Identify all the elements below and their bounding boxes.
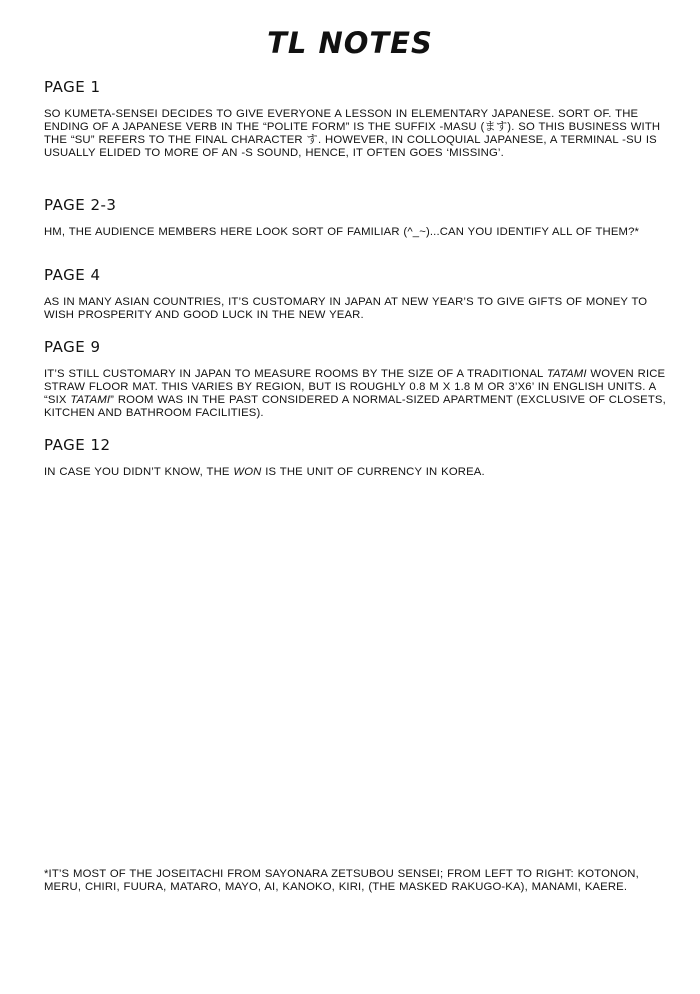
section-heading: PAGE 4 [44, 266, 101, 284]
footnote: *IT’S MOST OF THE JOSEITACHI FROM SAYONARA ZETSUBOU SENSEI; FROM LEFT TO RIGHT: KOTONON, MERU, CHIRI, FUURA, MATARO, MAYO, AI, KANOKO, KIRI, (THE MASKED RAKUGO-KA), MANAMI, KAERE. [44, 868, 639, 893]
italic-term: TATAMI [546, 368, 587, 380]
italic-term: TATAMI [70, 394, 111, 406]
body-text: ” ROOM WAS IN THE PAST CONSIDERED A NORMAL-SIZED APARTMENT (EXCLUSIVE OF CLOSETS, KITCHEN AND BATHROOM FACILITIES). [44, 394, 666, 419]
section-heading: PAGE 12 [44, 436, 111, 454]
body-text: IT’S STILL CUSTOMARY IN JAPAN TO MEASURE ROOMS BY THE SIZE OF A TRADITIONAL [44, 368, 547, 380]
section-page-2-3 [44, 196, 670, 239]
section-page-9 [44, 338, 670, 420]
page-title: TL NOTES [267, 26, 433, 60]
section-body [44, 368, 670, 420]
section-body: AS IN MANY ASIAN COUNTRIES, IT’S CUSTOMARY IN JAPAN AT NEW YEAR’S TO GIVE GIFTS OF MONEY TO WISH PROSPERITY AND GOOD LUCK IN THE NEW YEAR. [44, 296, 648, 321]
section-body [44, 466, 670, 479]
section-heading: PAGE 1 [44, 78, 101, 96]
section-heading: PAGE 2-3 [44, 196, 117, 214]
italic-term: WON [233, 466, 262, 478]
body-text: IN CASE YOU DIDN’T KNOW, THE [44, 466, 234, 478]
section-page-12 [44, 436, 670, 479]
section-page-1 [44, 78, 670, 160]
section-page-4 [44, 266, 670, 322]
section-body: SO KUMETA-SENSEI DECIDES TO GIVE EVERYONE A LESSON IN ELEMENTARY JAPANESE. SORT OF. THE ENDING OF A JAPANESE VERB IN THE “POLITE FORM” IS THE SUFFIX -MASU (ます). SO THIS BUSINESS WITH THE “SU” REFERS TO THE FINAL CHARACTER す. HOWEVER, IN COLLOQUIAL JAPANESE, A TERMINAL -SU IS USUALLY ELIDED TO MORE OF AN -S SOUND, HENCE, IT OFTEN GOES ‘MISSING’. [44, 108, 661, 159]
section-heading: PAGE 9 [44, 338, 101, 356]
section-body: HM, THE AUDIENCE MEMBERS HERE LOOK SORT OF FAMILIAR (^_~)...CAN YOU IDENTIFY ALL OF THEM?* [44, 226, 640, 238]
body-text: IS THE UNIT OF CURRENCY IN KOREA. [261, 466, 485, 478]
body-text: WOVEN RICE STRAW FLOOR MAT. THIS VARIES BY REGION, BUT IS ROUGHLY 0.8 M X 1.8 M OR 3’X6’ IN ENGLISH UNITS. A “SIX [44, 368, 666, 406]
